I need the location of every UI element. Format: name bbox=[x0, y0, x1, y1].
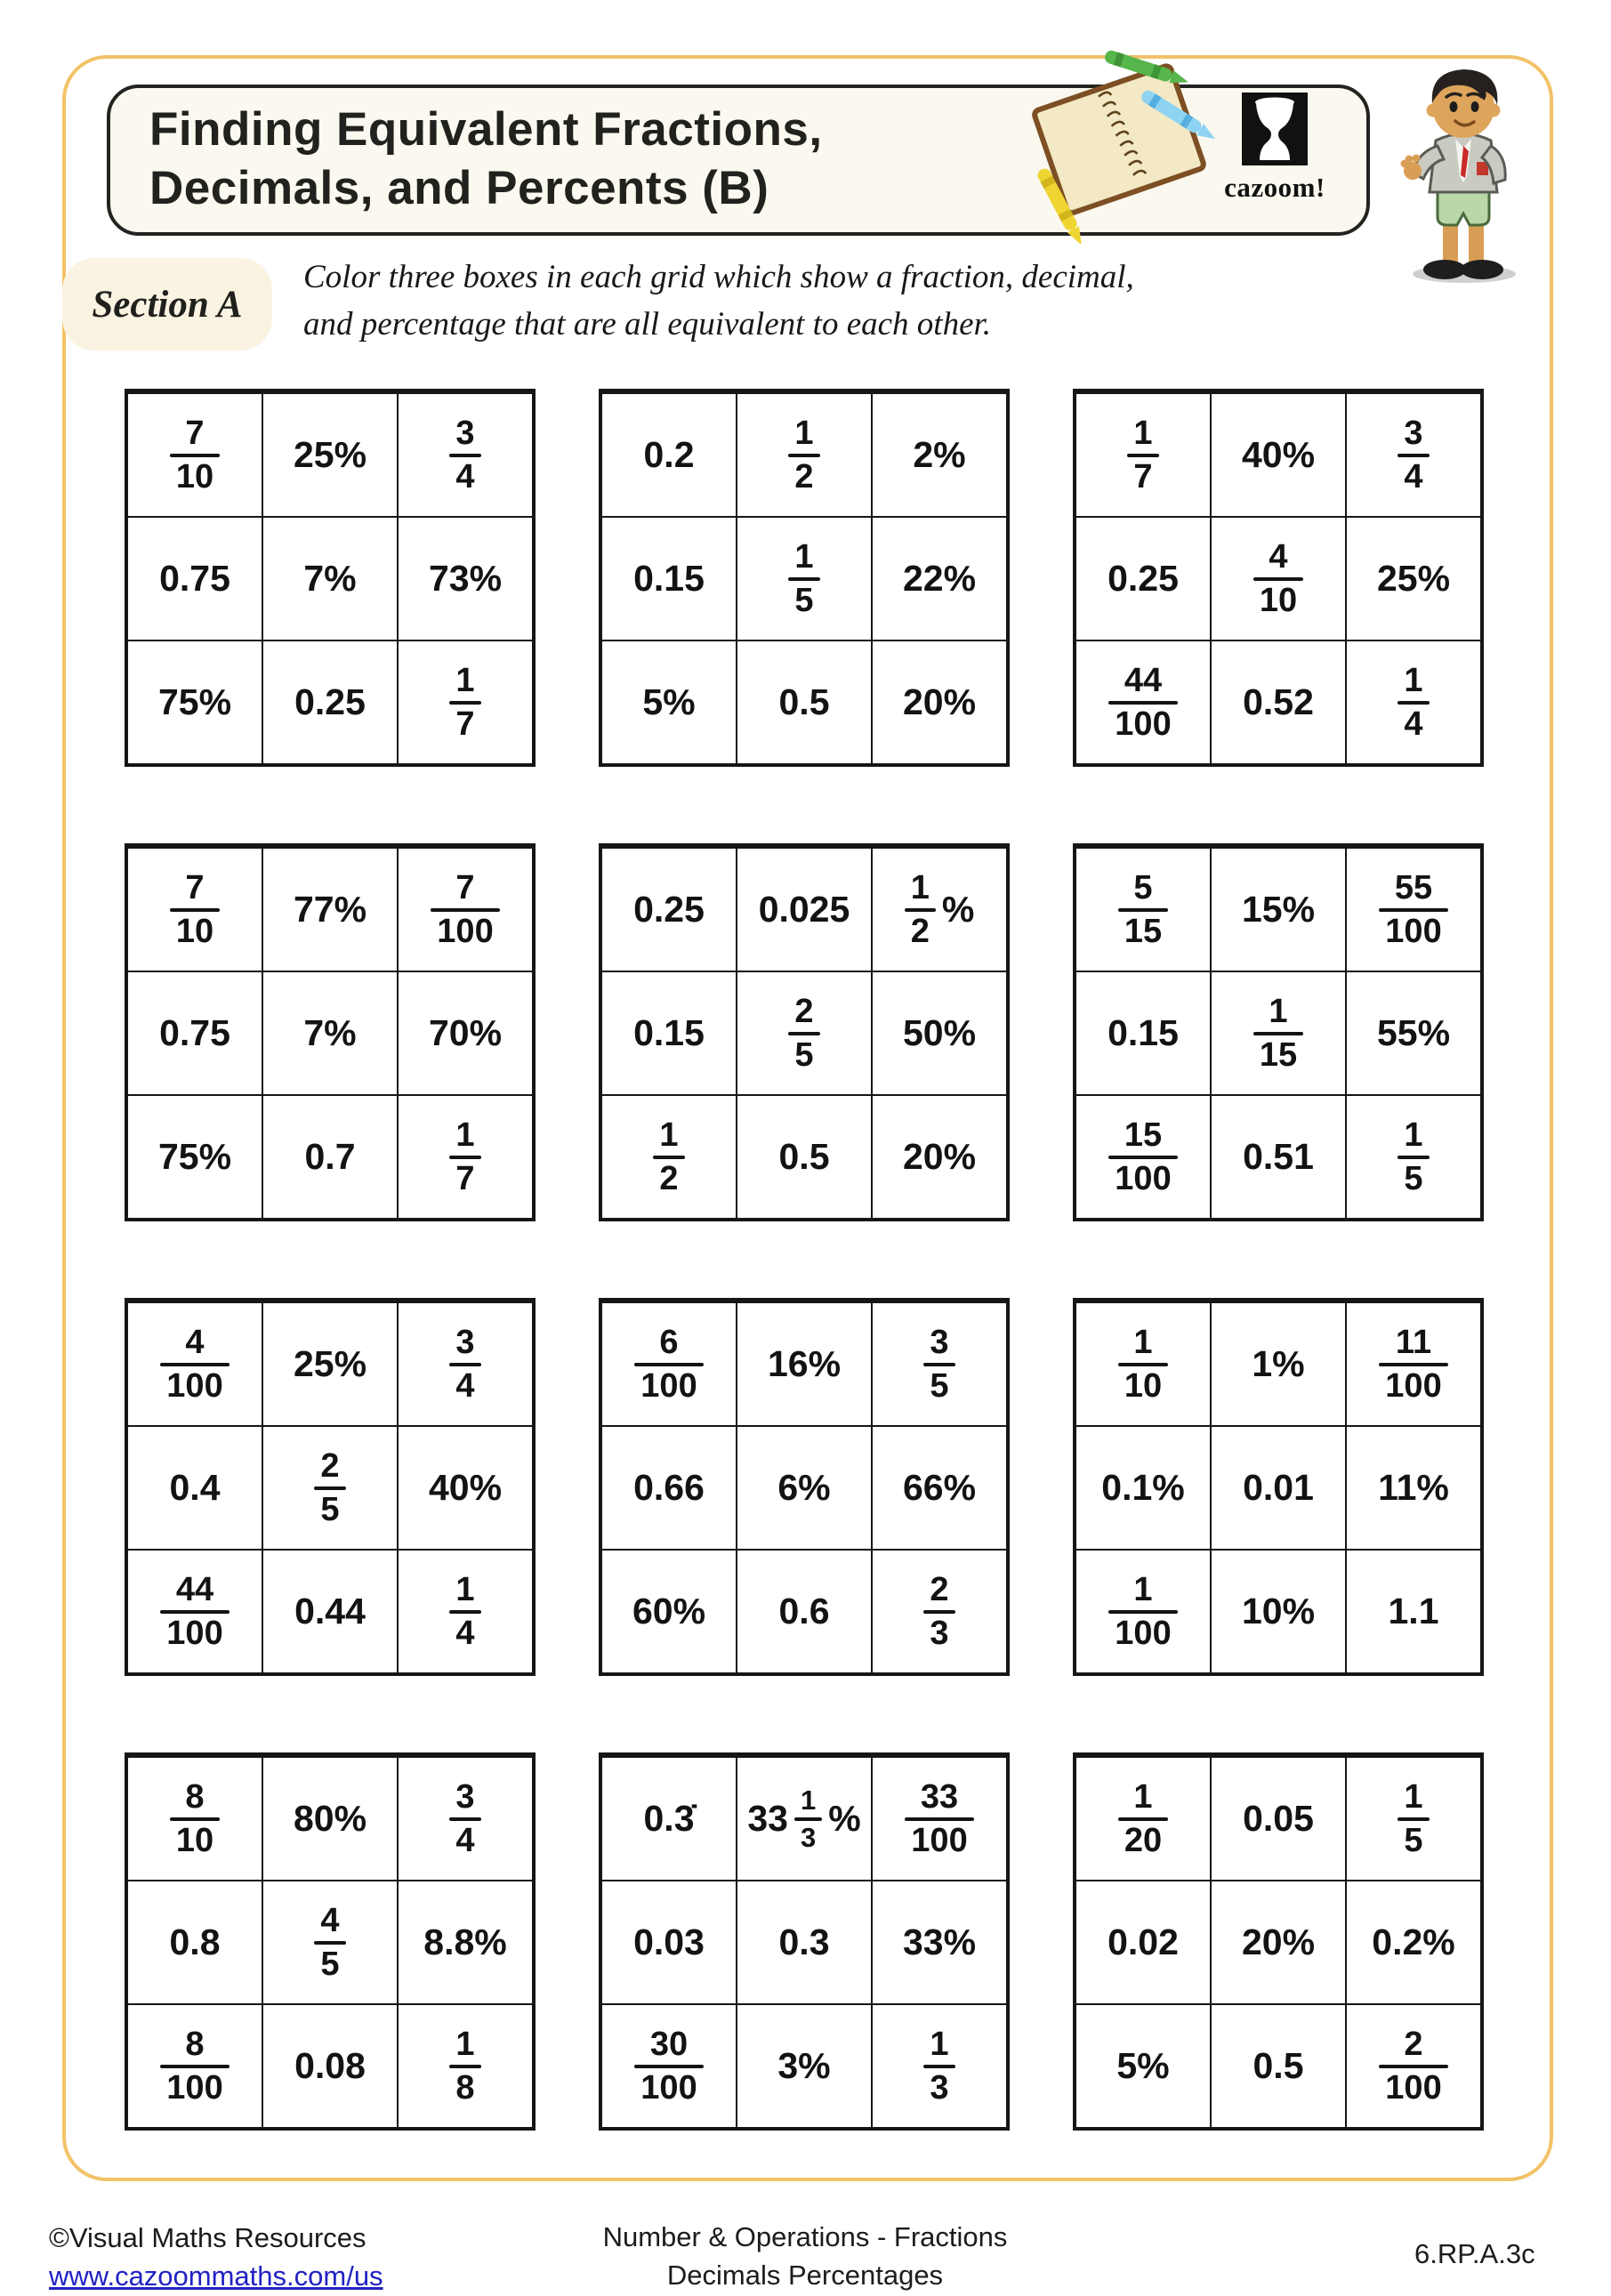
grid-5-cell-7[interactable]: $\frac{1}{2}$ bbox=[601, 1095, 737, 1219]
equivalence-grid-9 bbox=[1073, 1298, 1484, 1676]
topic-line2: Decimals Percentages bbox=[666, 2259, 944, 2291]
grid-12-cell-9[interactable]: $\frac{2}{100}$ bbox=[1346, 2004, 1481, 2128]
equivalence-grid-8 bbox=[599, 1298, 1010, 1676]
grid-1-cell-5[interactable]: 7% bbox=[262, 517, 398, 640]
grid-9-cell-5[interactable]: 0.01 bbox=[1211, 1426, 1346, 1550]
grid-11-cell-3[interactable]: $\frac{33}{100}$ bbox=[872, 1757, 1007, 1881]
grid-6-cell-5[interactable]: $\frac{1}{15}$ bbox=[1211, 971, 1346, 1095]
cazoom-logo-icon bbox=[1242, 93, 1308, 165]
grid-1-cell-1[interactable]: $\frac{7}{10}$ bbox=[127, 393, 262, 517]
grid-12-cell-6[interactable]: 0.2% bbox=[1346, 1881, 1481, 2004]
grid-2-cell-9[interactable]: 20% bbox=[872, 640, 1007, 764]
grid-6-cell-6[interactable]: 55% bbox=[1346, 971, 1481, 1095]
equivalence-grid-5 bbox=[599, 843, 1010, 1221]
grid-1-cell-2[interactable]: 25% bbox=[262, 393, 398, 517]
grid-7-cell-7[interactable]: $\frac{44}{100}$ bbox=[127, 1550, 262, 1673]
copyright-text: ©Visual Maths Resources bbox=[49, 2222, 367, 2253]
grid-2-cell-7[interactable]: 5% bbox=[601, 640, 737, 764]
grid-2-cell-1[interactable]: 0.2 bbox=[601, 393, 737, 517]
grid-5-cell-1[interactable]: 0.25 bbox=[601, 848, 737, 971]
grid-9-cell-4[interactable]: 0.1% bbox=[1075, 1426, 1211, 1550]
grid-12-cell-4[interactable]: 0.02 bbox=[1075, 1881, 1211, 2004]
grid-3-cell-8[interactable]: 0.52 bbox=[1211, 640, 1346, 764]
grid-6-cell-3[interactable]: $\frac{55}{100}$ bbox=[1346, 848, 1481, 971]
grid-5-cell-5[interactable]: $\frac{2}{5}$ bbox=[737, 971, 872, 1095]
grid-4-cell-8[interactable]: 0.7 bbox=[262, 1095, 398, 1219]
grid-3-cell-3[interactable]: $\frac{3}{4}$ bbox=[1346, 393, 1481, 517]
grid-6-cell-8[interactable]: 0.51 bbox=[1211, 1095, 1346, 1219]
grid-12-cell-2[interactable]: 0.05 bbox=[1211, 1757, 1346, 1881]
grid-10-cell-6[interactable]: 8.8% bbox=[398, 1881, 533, 2004]
grid-3-cell-2[interactable]: 40% bbox=[1211, 393, 1346, 517]
grid-3-cell-9[interactable]: $\frac{1}{4}$ bbox=[1346, 640, 1481, 764]
grid-1-cell-7[interactable]: 75% bbox=[127, 640, 262, 764]
grid-3-cell-6[interactable]: 25% bbox=[1346, 517, 1481, 640]
grid-6-cell-2[interactable]: 15% bbox=[1211, 848, 1346, 971]
grid-1-cell-8[interactable]: 0.25 bbox=[262, 640, 398, 764]
standard-code: 6.RP.A.3c bbox=[1414, 2238, 1535, 2269]
grid-3-cell-7[interactable]: $\frac{44}{100}$ bbox=[1075, 640, 1211, 764]
topic-line1: Number & Operations - Fractions bbox=[602, 2221, 1008, 2252]
grid-5-cell-2[interactable]: 0.025 bbox=[737, 848, 872, 971]
grid-10-cell-8[interactable]: 0.08 bbox=[262, 2004, 398, 2128]
grid-8-cell-6[interactable]: 66% bbox=[872, 1426, 1007, 1550]
equivalence-grid-1 bbox=[125, 389, 536, 767]
grid-6-cell-1[interactable]: $\frac{5}{15}$ bbox=[1075, 848, 1211, 971]
equivalence-grid-2 bbox=[599, 389, 1010, 767]
grid-7-cell-3[interactable]: $\frac{3}{4}$ bbox=[398, 1302, 533, 1426]
page-title-line1: Finding Equivalent Fractions, bbox=[149, 103, 823, 156]
cazoom-logo-text: cazoom! bbox=[1224, 172, 1325, 203]
grid-5-cell-9[interactable]: 20% bbox=[872, 1095, 1007, 1219]
grid-12-cell-7[interactable]: 5% bbox=[1075, 2004, 1211, 2128]
grid-4-cell-4[interactable]: 0.75 bbox=[127, 971, 262, 1095]
grid-1-cell-4[interactable]: 0.75 bbox=[127, 517, 262, 640]
grid-1-cell-3[interactable]: $\frac{3}{4}$ bbox=[398, 393, 533, 517]
grid-3-cell-1[interactable]: $\frac{1}{7}$ bbox=[1075, 393, 1211, 517]
grid-11-cell-1[interactable]: 0.3̇ bbox=[601, 1757, 737, 1881]
equivalence-grid-12 bbox=[1073, 1752, 1484, 2131]
grid-3-cell-4[interactable]: 0.25 bbox=[1075, 517, 1211, 640]
grid-11-cell-7[interactable]: $\frac{30}{100}$ bbox=[601, 2004, 737, 2128]
grid-4-cell-1[interactable]: $\frac{7}{10}$ bbox=[127, 848, 262, 971]
grid-4-cell-5[interactable]: 7% bbox=[262, 971, 398, 1095]
grid-6-cell-4[interactable]: 0.15 bbox=[1075, 971, 1211, 1095]
grid-10-cell-2[interactable]: 80% bbox=[262, 1757, 398, 1881]
grid-9-cell-6[interactable]: 11% bbox=[1346, 1426, 1481, 1550]
grid-2-cell-5[interactable]: $\frac{1}{5}$ bbox=[737, 517, 872, 640]
grid-4-cell-2[interactable]: 77% bbox=[262, 848, 398, 971]
section-label: Section A bbox=[62, 258, 272, 350]
grid-10-cell-3[interactable]: $\frac{3}{4}$ bbox=[398, 1757, 533, 1881]
grid-9-cell-8[interactable]: 10% bbox=[1211, 1550, 1346, 1673]
equivalence-grid-7 bbox=[125, 1298, 536, 1676]
grid-7-cell-5[interactable]: $\frac{2}{5}$ bbox=[262, 1426, 398, 1550]
section-instructions bbox=[303, 254, 1134, 348]
grid-10-cell-9[interactable]: $\frac{1}{8}$ bbox=[398, 2004, 533, 2128]
grid-7-cell-4[interactable]: 0.4 bbox=[127, 1426, 262, 1550]
grid-11-cell-5[interactable]: 0.3 bbox=[737, 1881, 872, 2004]
grid-10-cell-4[interactable]: 0.8 bbox=[127, 1881, 262, 2004]
grid-4-cell-7[interactable]: 75% bbox=[127, 1095, 262, 1219]
grid-8-cell-7[interactable]: 60% bbox=[601, 1550, 737, 1673]
equivalence-grid-4 bbox=[125, 843, 536, 1221]
grid-9-cell-9[interactable]: 1.1 bbox=[1346, 1550, 1481, 1673]
grid-8-cell-3[interactable]: $\frac{3}{5}$ bbox=[872, 1302, 1007, 1426]
grid-4-cell-9[interactable]: $\frac{1}{7}$ bbox=[398, 1095, 533, 1219]
grid-3-cell-5[interactable]: $\frac{4}{10}$ bbox=[1211, 517, 1346, 640]
boy-mascot-illustration bbox=[1377, 59, 1537, 291]
grid-8-cell-8[interactable]: 0.6 bbox=[737, 1550, 872, 1673]
grid-5-cell-4[interactable]: 0.15 bbox=[601, 971, 737, 1095]
grid-4-cell-6[interactable]: 70% bbox=[398, 971, 533, 1095]
grid-12-cell-1[interactable]: $\frac{1}{20}$ bbox=[1075, 1757, 1211, 1881]
equivalence-grid-3 bbox=[1073, 389, 1484, 767]
grid-1-cell-6[interactable]: 73% bbox=[398, 517, 533, 640]
grid-9-cell-7[interactable]: $\frac{1}{100}$ bbox=[1075, 1550, 1211, 1673]
grid-2-cell-3[interactable]: 2% bbox=[872, 393, 1007, 517]
grid-7-cell-8[interactable]: 0.44 bbox=[262, 1550, 398, 1673]
grid-11-cell-2[interactable]: 33 $\frac{1}{3}$ % bbox=[737, 1757, 872, 1881]
grid-7-cell-9[interactable]: $\frac{1}{4}$ bbox=[398, 1550, 533, 1673]
instructions-line2: and percentage that are all equivalent to each other. bbox=[303, 305, 992, 342]
grid-5-cell-8[interactable]: 0.5 bbox=[737, 1095, 872, 1219]
page-title-line2: Decimals, and Percents (B) bbox=[149, 161, 769, 214]
grid-11-cell-4[interactable]: 0.03 bbox=[601, 1881, 737, 2004]
grids-container bbox=[125, 389, 1484, 2131]
grid-10-cell-1[interactable]: $\frac{8}{10}$ bbox=[127, 1757, 262, 1881]
grid-11-cell-6[interactable]: 33% bbox=[872, 1881, 1007, 2004]
grid-7-cell-2[interactable]: 25% bbox=[262, 1302, 398, 1426]
grid-9-cell-2[interactable]: 1% bbox=[1211, 1302, 1346, 1426]
grid-10-cell-5[interactable]: $\frac{4}{5}$ bbox=[262, 1881, 398, 2004]
grid-4-cell-3[interactable]: $\frac{7}{100}$ bbox=[398, 848, 533, 971]
grid-2-cell-8[interactable]: 0.5 bbox=[737, 640, 872, 764]
grid-8-cell-2[interactable]: 16% bbox=[737, 1302, 872, 1426]
grid-2-cell-6[interactable]: 22% bbox=[872, 517, 1007, 640]
grid-12-cell-5[interactable]: 20% bbox=[1211, 1881, 1346, 2004]
notebook-crayons-illustration bbox=[1014, 43, 1224, 248]
footer-copyright-block bbox=[49, 2219, 383, 2296]
grid-10-cell-7[interactable]: $\frac{8}{100}$ bbox=[127, 2004, 262, 2128]
grid-2-cell-2[interactable]: $\frac{1}{2}$ bbox=[737, 393, 872, 517]
instructions-line1: Color three boxes in each grid which show a fraction, decimal, bbox=[303, 259, 1134, 295]
grid-8-cell-4[interactable]: 0.66 bbox=[601, 1426, 737, 1550]
equivalence-grid-6 bbox=[1073, 843, 1484, 1221]
grid-8-cell-9[interactable]: $\frac{2}{3}$ bbox=[872, 1550, 1007, 1673]
grid-6-cell-7[interactable]: $\frac{15}{100}$ bbox=[1075, 1095, 1211, 1219]
grid-1-cell-9[interactable]: $\frac{1}{7}$ bbox=[398, 640, 533, 764]
grid-2-cell-4[interactable]: 0.15 bbox=[601, 517, 737, 640]
grid-5-cell-3[interactable]: $\frac{1}{2}$ % bbox=[872, 848, 1007, 971]
footer-topic-block bbox=[405, 2219, 1205, 2295]
grid-5-cell-6[interactable]: 50% bbox=[872, 971, 1007, 1095]
equivalence-grid-10 bbox=[125, 1752, 536, 2131]
grid-9-cell-1[interactable]: $\frac{1}{10}$ bbox=[1075, 1302, 1211, 1426]
grid-7-cell-1[interactable]: $\frac{4}{100}$ bbox=[127, 1302, 262, 1426]
grid-8-cell-1[interactable]: $\frac{6}{100}$ bbox=[601, 1302, 737, 1426]
grid-11-cell-8[interactable]: 3% bbox=[737, 2004, 872, 2128]
grid-12-cell-3[interactable]: $\frac{1}{5}$ bbox=[1346, 1757, 1481, 1881]
grid-6-cell-9[interactable]: $\frac{1}{5}$ bbox=[1346, 1095, 1481, 1219]
website-link[interactable]: www.cazoommaths.com/us bbox=[49, 2260, 383, 2292]
page-title bbox=[149, 101, 823, 217]
grid-8-cell-5[interactable]: 6% bbox=[737, 1426, 872, 1550]
grid-7-cell-6[interactable]: 40% bbox=[398, 1426, 533, 1550]
cazoom-logo bbox=[1217, 93, 1333, 204]
grid-12-cell-8[interactable]: 0.5 bbox=[1211, 2004, 1346, 2128]
equivalence-grid-11 bbox=[599, 1752, 1010, 2131]
grid-11-cell-9[interactable]: $\frac{1}{3}$ bbox=[872, 2004, 1007, 2128]
grid-9-cell-3[interactable]: $\frac{11}{100}$ bbox=[1346, 1302, 1481, 1426]
